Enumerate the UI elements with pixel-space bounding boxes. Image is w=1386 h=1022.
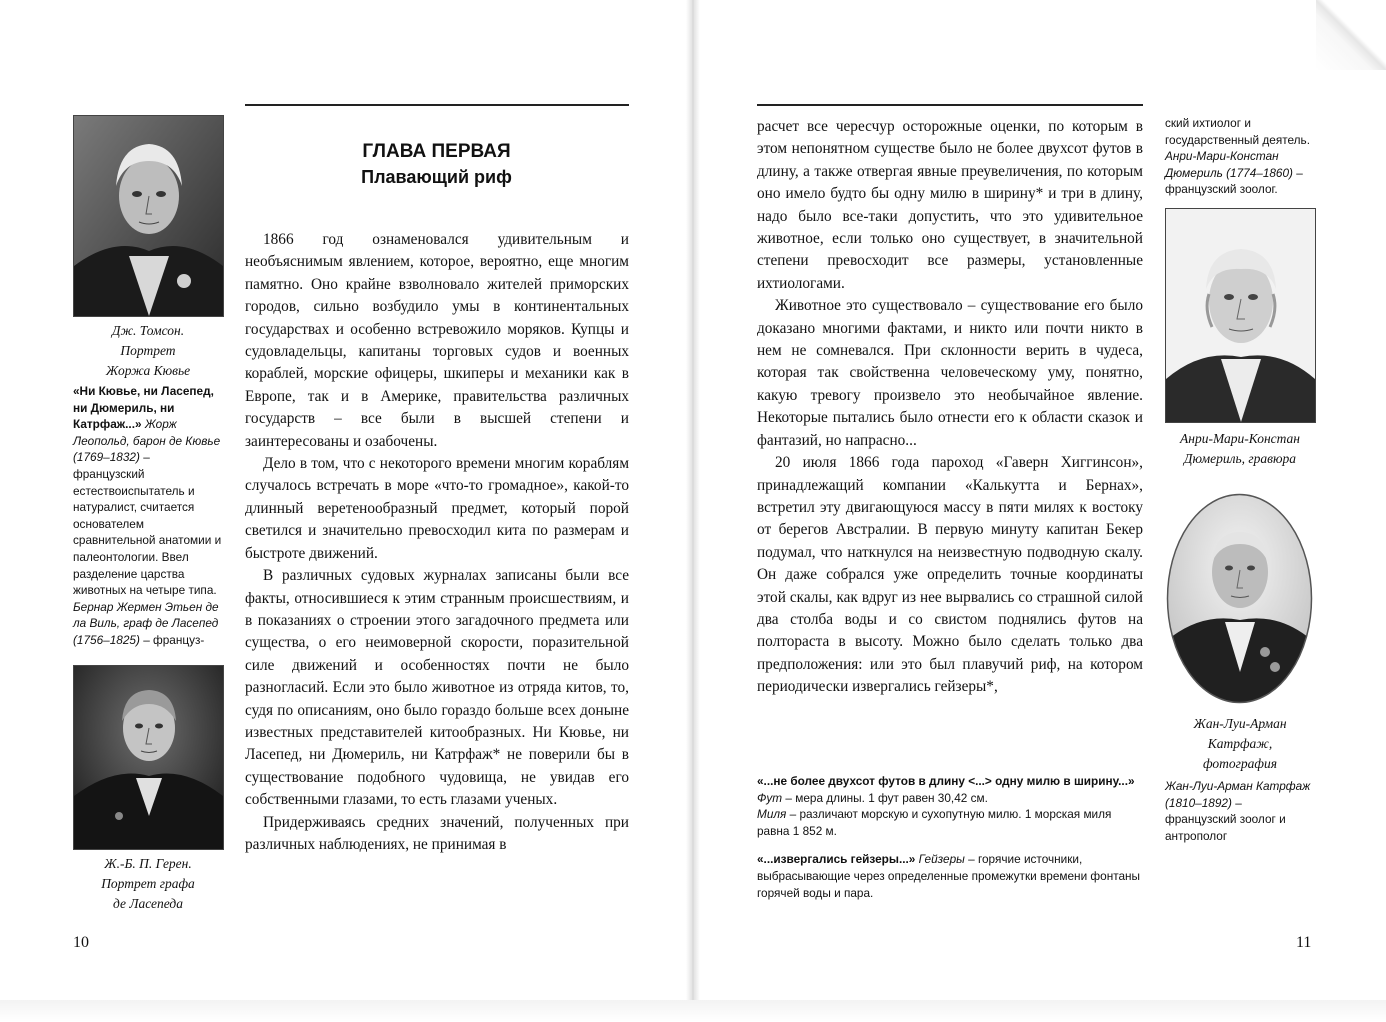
caption-line: Жан-Луи-Арман xyxy=(1193,716,1287,731)
left-body-text xyxy=(245,229,629,856)
side-note-text-lacepede-cont: ский ихтиолог и государственный деятель. xyxy=(1165,116,1310,147)
footnote-quote: «...извергались гейзеры...» xyxy=(757,852,916,867)
paragraph: В различных судовых журналах записаны были все факты, относившиеся к этим странным происшествиям, и в показаниях о строении этого загадочного предмета или существа, о его неимоверной скорости, поразительной силе движений и особенностях почти не было разногласий. Если это было животное из отряда китов, то, судя по описаниям, оно было гораздо больше всех доныне известных представителей китообразных. Ни Кювье, ни Ласепед, ни Дюмериль, ни Катрфаж* не поверили бы в существование подобного чудовища, не увидав его собственными глазами, то есть глазами ученых. xyxy=(245,567,629,809)
paragraph: расчет все чересчур осторожные оценки, по которым в этом непонятном существе было не более двухсот футов в длину, а также отвергая явные преувеличения, по которым оно имело будто бы одну милю в ширину* и три в длину, надо было все-таки допустить, что это удивительное животное, если только оно существует, в значительной степени превосходит все размеры, установленные ихтиологами. xyxy=(757,118,1143,292)
footnote-definition: – мера длины. 1 фут равен 30,42 см. xyxy=(785,790,988,805)
footnote-term: Гейзеры xyxy=(918,852,965,867)
book-gutter xyxy=(686,0,700,1000)
portrait-dumeril xyxy=(1165,208,1316,423)
caption-line: Портрет графа xyxy=(101,876,195,891)
page-number-right: 11 xyxy=(1296,934,1312,951)
side-note-name-quatrefages: Жан-Луи-Арман Катрфаж (1810–1892) xyxy=(1165,779,1311,810)
side-note-text-cuvier: – французский естествоиспытатель и натуралист, считается основателем сравнительной анатомии и палеонтологии. Ввел разделение царства животных на четыре типа. xyxy=(73,450,222,598)
caption-line: де Ласепеда xyxy=(112,896,184,911)
portrait-quatrefages-photo xyxy=(1165,492,1314,705)
paragraph: 20 июля 1866 года пароход «Гаверн Хиггинсон», принадлежащий компании «Калькутта и Бернах», встретил эту двигающуюся массу в пяти милях к востоку от берегов Австралии. В первую минуту капитан Бекер подумал, что наткнулся на неизвестную подводную скалу. Он даже собрался уже определить точные координаты этой скалы, как вдруг из нее вырвались со страшной силой два столба воды и со свистом поднялись футов на полтораста в высоту. Можно было сделать только два предположения: или это был плавучий риф, на котором периодически извергались гейзеры*, xyxy=(757,454,1143,696)
footnote-definition: – горячие источники, выбрасывающие через определенные промежутки времени фонтаны горячей воды и пара. xyxy=(757,852,1141,900)
page-number-left: 10 xyxy=(73,934,89,951)
caption-lacepede xyxy=(73,854,223,914)
footnote-quote: «...не более двухсот футов в длину <...> одну милю в ширину...» xyxy=(757,774,1135,788)
chapter-heading xyxy=(245,141,628,188)
right-body-text xyxy=(757,116,1143,699)
side-note-name-cuvier: Жорж Леопольд, барон де Кювье (1769–1832) xyxy=(73,417,221,465)
side-note-text-lacepede: – француз- xyxy=(143,632,205,647)
caption-line: Ж.-Б. П. Герен. xyxy=(104,856,192,871)
page-corner-curl xyxy=(1316,0,1386,70)
caption-line: Анри-Мари-Констан xyxy=(1180,431,1300,446)
footnote-geysers xyxy=(757,851,1143,901)
paragraph: 1866 год ознаменовался удивительным и необъяснимым явлением, которое, вероятно, еще многим памятно. Оно крайне взволновало жителей приморских городов, сильно возбудило умы в континентальных государствах и особенно встревожило моряков. Купцы и судовладельцы, капитаны торговых судов и военных кораблей, морские офицеры, шкиперы и механики как в Европе, так и в Америке, правительства различных государств – все были в высшей степени и заинтересованы и озабочены. xyxy=(245,231,629,450)
paragraph: Дело в том, что с некоторого времени многим кораблям случалось встречать в море «что-то громадное», какой-то длинный веретенообразный предмет, который порой светился и значительно превосходил кита по размерам и быстроте движений. xyxy=(245,455,629,562)
side-note-text-quatrefages: – французский зоолог и антрополог xyxy=(1165,795,1286,843)
chapter-number: ГЛАВА ПЕРВАЯ xyxy=(362,141,511,162)
paragraph: Придерживаясь средних значений, полученных при различных наблюдениях, не принимая в xyxy=(245,813,629,853)
caption-line: Дюмериль, гравюра xyxy=(1183,451,1297,466)
side-note-name-lacepede: Бернар Жермен Этьен де ла Виль, граф де Ласепед (1756–1825) xyxy=(73,599,219,647)
caption-line: фотография xyxy=(1202,756,1278,771)
portrait-lacepede xyxy=(73,665,224,850)
portrait-lacepede-painting xyxy=(74,666,223,849)
side-note-name-dumeril: Анри-Мари-Констан Дюмериль (1774–1860) xyxy=(1165,149,1293,180)
caption-line: Портрет xyxy=(120,343,176,358)
footnote-feet-mile xyxy=(757,773,1143,839)
left-header-rule xyxy=(245,104,629,106)
right-header-rule xyxy=(757,104,1143,106)
portrait-cuvier-engraving xyxy=(74,116,223,316)
chapter-title: Плавающий риф xyxy=(361,167,512,187)
caption-dumeril xyxy=(1165,429,1315,469)
page-bottom-edge xyxy=(0,1000,1386,1022)
caption-cuvier xyxy=(73,321,223,381)
footnote-definition: – различают морскую и сухопутную милю. 1 морская миля равна 1 852 м. xyxy=(757,807,1112,838)
side-note-text-dumeril: – французский зоолог. xyxy=(1165,165,1303,197)
footnote-term: Миля xyxy=(757,807,787,822)
left-side-note xyxy=(73,383,223,649)
footnotes xyxy=(757,773,1143,913)
caption-quatrefages xyxy=(1165,714,1315,774)
footnote-term: Фут xyxy=(757,790,783,805)
caption-line: Жоржа Кювье xyxy=(105,363,191,378)
portrait-dumeril-engraving xyxy=(1166,209,1315,422)
right-side-note-top xyxy=(1165,115,1315,198)
caption-line: Дж. Томсон. xyxy=(111,323,185,338)
portrait-cuvier xyxy=(73,115,224,317)
caption-line: Катрфаж, xyxy=(1207,736,1273,751)
paragraph: Животное это существовало – существование его было доказано многими фактами, и никто или почти никто в нем не сомневался. При склонности верить в чудеса, которая так свойственна человеческому уму, понятно, какую тревогу произвело это необычайное явление. Некоторые пытались было отнести его к области сказок и фантазий, но напрасно... xyxy=(757,297,1143,449)
right-side-note-bottom xyxy=(1165,778,1315,844)
portrait-quatrefages xyxy=(1165,492,1314,705)
side-note-quote: «Ни Кювье, ни Ласепед, ни Дюмериль, ни Катрфаж...» xyxy=(73,384,214,432)
